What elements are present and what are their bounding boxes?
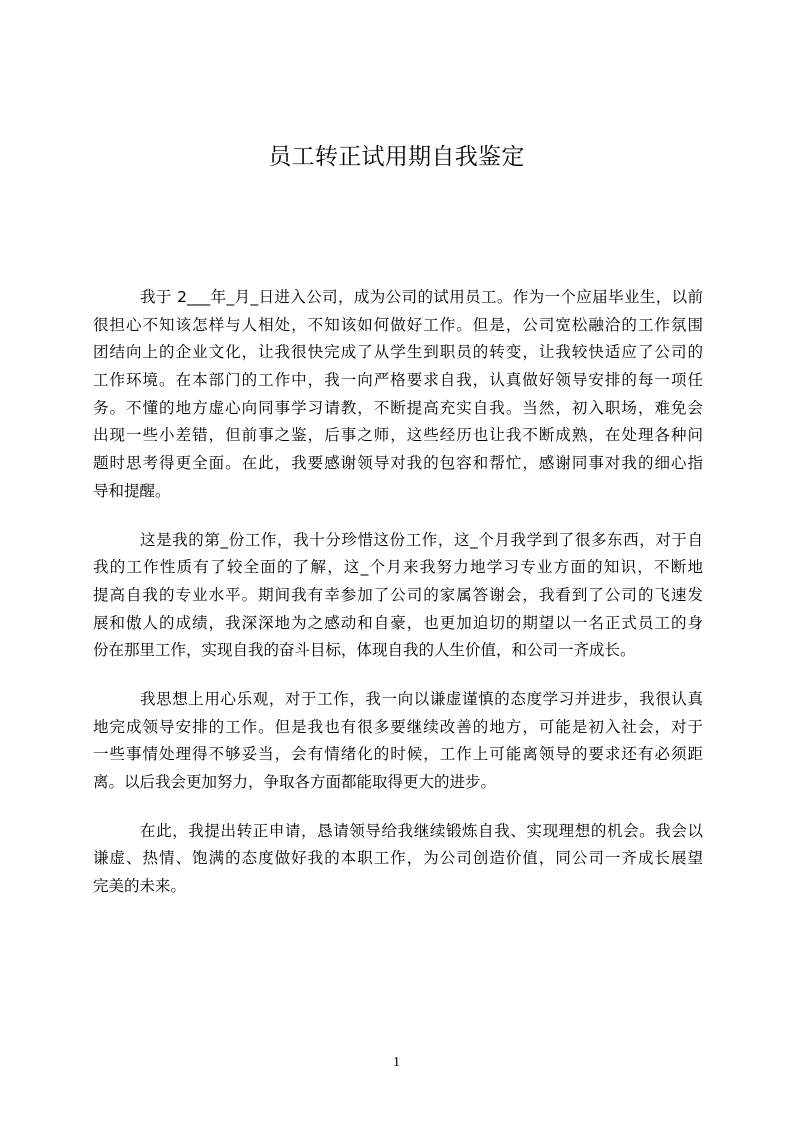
body-paragraph-1 — [93, 284, 703, 506]
body-line: 地完成领导安排的工作。但是我也有很多要继续改善的地方，可能是初入社会，对于 — [93, 717, 703, 736]
body-line: 很担心不知该怎样与人相处，不知该如何做好工作。但是，公司宽松融洽的工作氛围 — [93, 315, 703, 334]
body-line: 离。以后我会更加努力，争取各方面都能取得更大的进步。 — [93, 773, 497, 791]
body-line: 我的工作性质有了较全面的了解，这_个月来我努力地学习专业方面的知识，不断地 — [93, 558, 703, 577]
body-line: 一些事情处理得不够妥当，会有情绪化的时候，工作上可能离领导的要求还有必须距 — [93, 745, 703, 764]
body-line: 份在那里工作，实现自我的奋斗目标，体现自我的人生价值，和公司一齐成长。 — [93, 641, 636, 660]
body-line: 团结向上的企业文化，让我很快完成了从学生到职员的转变，让我较快适应了公司的 — [93, 343, 703, 362]
body-paragraph-4 — [93, 818, 703, 901]
body-line: 出现一些小差错，但前事之鉴，后事之师，这些经历也让我不断成熟，在处理各种问 — [93, 426, 703, 445]
body-line: 展和傲人的成绩，我深深地为之感动和自豪，也更加迫切的期望以一名正式员工的身 — [93, 613, 703, 632]
body-paragraph-3 — [93, 686, 703, 797]
document-body — [93, 284, 703, 922]
page-number: 1 — [393, 1055, 400, 1070]
body-line: 谦虚、热情、饱满的态度做好我的本职工作，为公司创造价值，同公司一齐成长展望 — [93, 849, 703, 868]
body-line: 务。不懂的地方虚心向同事学习请教，不断提高充实自我。当然，初入职场，难免会 — [93, 398, 703, 417]
body-line: 导和提醒。 — [93, 481, 171, 500]
body-line: 在此，我提出转正申请，恳请领导给我继续锻炼自我、实现理想的机会。我会以 — [140, 821, 703, 840]
body-line: 完美的未来。 — [93, 877, 187, 896]
body-line: 题时思考得更全面。在此，我要感谢领导对我的包容和帮忙，感谢同事对我的细心指 — [93, 454, 703, 473]
body-line: 我于 2___年_月_日进入公司，成为公司的试用员工。作为一个应届毕业生，以前 — [140, 288, 703, 306]
document-title: 员工转正试用期自我鉴定 — [268, 144, 525, 170]
body-paragraph-2 — [93, 527, 703, 665]
body-line: 这是我的第_份工作，我十分珍惜这份工作，这_个月我学到了很多东西，对于自 — [140, 530, 703, 549]
body-line: 我思想上用心乐观，对于工作，我一向以谦虚谨慎的态度学习并进步，我很认真 — [140, 689, 703, 708]
body-line: 提高自我的专业水平。期间我有幸参加了公司的家属答谢会，我看到了公司的飞速发 — [93, 585, 703, 604]
body-line: 工作环境。在本部门的工作中，我一向严格要求自我，认真做好领导安排的每一项任 — [93, 371, 703, 390]
